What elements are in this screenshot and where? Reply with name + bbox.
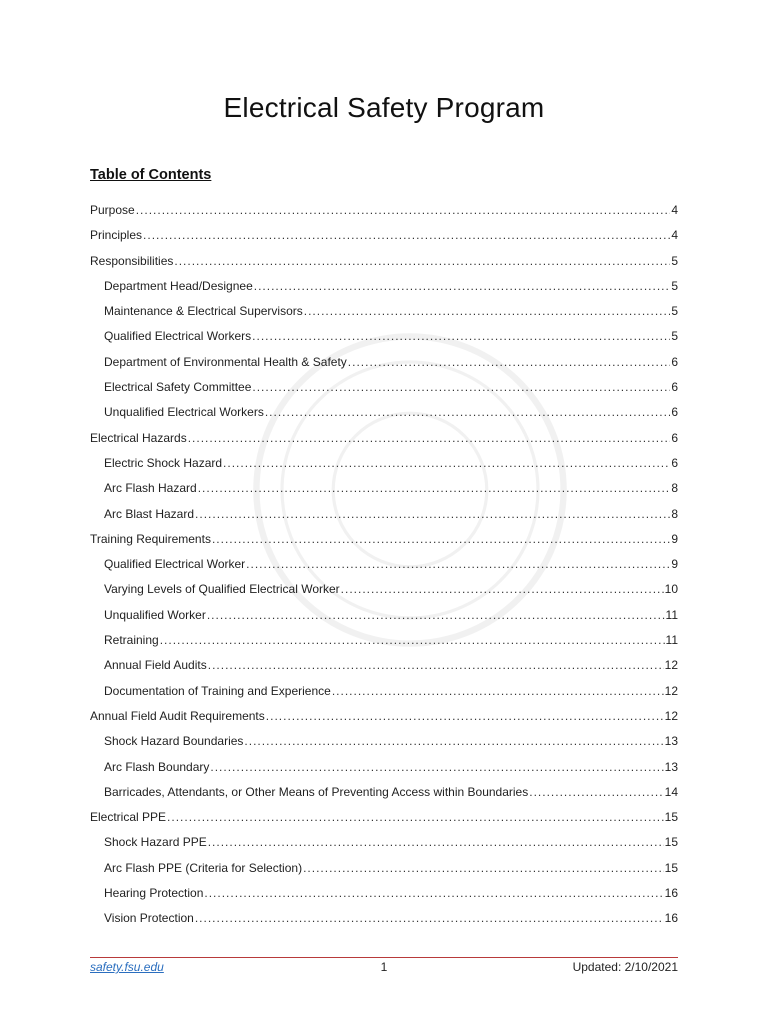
footer-divider: [90, 957, 678, 958]
toc-entry[interactable]: [90, 527, 678, 552]
toc-entry-label: Arc Flash Hazard: [104, 481, 197, 496]
toc-entry[interactable]: [90, 906, 678, 931]
toc-dot-leader: [244, 729, 663, 754]
toc-entry[interactable]: [90, 704, 678, 729]
toc-entry-label: Maintenance & Electrical Supervisors: [104, 304, 303, 319]
toc-entry-label: Responsibilities: [90, 253, 174, 268]
toc-entry[interactable]: [90, 603, 678, 628]
toc-entry-page: 4: [671, 203, 678, 217]
toc-entry[interactable]: [90, 324, 678, 349]
toc-heading: Table of Contents: [90, 167, 212, 183]
toc-entry-label: Department of Environmental Health & Safety: [104, 354, 347, 369]
toc-entry-page: 13: [664, 734, 678, 749]
toc-entry[interactable]: [90, 223, 678, 248]
toc-entry-label: Unqualified Electrical Workers: [104, 405, 264, 420]
document-title: Electrical Safety Program: [223, 92, 545, 123]
toc-entry-page: 6: [671, 405, 678, 420]
toc-entry-label: Vision Protection: [104, 911, 194, 926]
toc-entry-label: Electrical Safety Committee: [104, 380, 252, 395]
toc-entry-page: 12: [664, 683, 678, 698]
toc-entry[interactable]: [90, 628, 678, 653]
toc-entry-label: Electric Shock Hazard: [104, 455, 223, 470]
toc-entry-label: Barricades, Attendants, or Other Means of Preventing Access within Boundaries: [104, 784, 529, 799]
toc-dot-leader: [195, 502, 670, 527]
toc-entry[interactable]: [90, 350, 678, 375]
toc-entry-label: Principles: [90, 228, 143, 243]
toc-entry[interactable]: [90, 653, 678, 678]
toc-entry[interactable]: [90, 780, 678, 805]
toc-entry-page: 6: [671, 380, 678, 395]
toc-entry-page: 5: [671, 304, 678, 319]
toc-dot-leader: [174, 249, 670, 274]
toc-entry-page: 16: [664, 911, 678, 926]
toc-entry-page: 12: [664, 658, 678, 673]
toc-dot-leader: [529, 780, 663, 805]
toc-entry-label: Unqualified Worker: [104, 607, 206, 622]
toc-entry-page: 11: [665, 633, 678, 648]
toc-dot-leader: [332, 679, 664, 704]
toc-entry-label: Varying Levels of Qualified Electrical Worker: [104, 582, 340, 597]
toc-entry[interactable]: [90, 299, 678, 324]
toc-entry[interactable]: [90, 375, 678, 400]
toc-entry[interactable]: [90, 426, 678, 451]
toc-entry[interactable]: [90, 729, 678, 754]
toc-dot-leader: [254, 274, 671, 299]
toc-dot-leader: [188, 426, 671, 451]
toc-entry-page: 5: [671, 329, 678, 344]
toc-entry-label: Qualified Electrical Workers: [104, 329, 252, 344]
toc-entry-label: Electrical Hazards: [90, 430, 187, 445]
toc-dot-leader: [207, 603, 665, 628]
toc-dot-leader: [303, 856, 664, 881]
toc-entry-label: Qualified Electrical Worker: [104, 557, 246, 572]
page-footer: [90, 960, 678, 978]
toc-entry-label: Retraining: [104, 633, 159, 648]
toc-dot-leader: [348, 350, 671, 375]
toc-entry[interactable]: [90, 502, 678, 527]
toc-entry[interactable]: [90, 400, 678, 425]
toc-dot-leader: [198, 476, 671, 501]
toc-dot-leader: [208, 830, 664, 855]
toc-dot-leader: [136, 198, 671, 223]
toc-entry[interactable]: [90, 451, 678, 476]
toc-entry-label: Arc Flash PPE (Criteria for Selection): [104, 860, 303, 875]
toc-dot-leader: [246, 552, 670, 577]
toc-entry-page: 10: [664, 582, 678, 597]
toc-dot-leader: [252, 324, 670, 349]
toc-entry[interactable]: [90, 476, 678, 501]
toc-entry[interactable]: [90, 856, 678, 881]
toc-dot-leader: [304, 299, 671, 324]
toc-dot-leader: [266, 704, 664, 729]
toc-entry-page: 8: [671, 506, 678, 521]
toc-dot-leader: [223, 451, 670, 476]
toc-entry-page: 6: [671, 455, 678, 470]
toc-entry[interactable]: [90, 274, 678, 299]
toc-dot-leader: [265, 400, 670, 425]
toc-entry-label: Department Head/Designee: [104, 278, 253, 293]
toc-entry[interactable]: [90, 577, 678, 602]
toc-entry-page: 11: [665, 607, 678, 622]
toc-entry-label: Training Requirements: [90, 531, 211, 546]
toc-entry-label: Annual Field Audits: [104, 658, 207, 673]
toc-entry-page: 9: [671, 557, 678, 572]
toc-entry-page: 5: [671, 278, 678, 293]
toc-entry-label: Shock Hazard PPE: [104, 835, 207, 850]
toc-entry-page: 6: [671, 354, 678, 369]
toc-entry[interactable]: [90, 805, 678, 830]
toc-entry-page: 14: [664, 784, 678, 799]
toc-entry-label: Shock Hazard Boundaries: [104, 734, 244, 749]
toc-entry-page: 5: [671, 253, 678, 268]
toc-entry-page: 12: [664, 708, 678, 723]
toc-entry-label: Purpose: [90, 203, 135, 217]
toc-entry[interactable]: [90, 198, 678, 223]
toc-dot-leader: [143, 223, 670, 248]
toc-entry-label: Electrical PPE: [90, 810, 167, 825]
toc-dot-leader: [210, 755, 663, 780]
toc-entry-label: Hearing Protection: [104, 886, 204, 901]
toc-entry-page: 16: [664, 886, 678, 901]
toc-entry-page: 15: [664, 835, 678, 850]
toc-entry[interactable]: [90, 679, 678, 704]
toc-entry[interactable]: [90, 830, 678, 855]
page-number: 1: [380, 960, 388, 974]
toc-entry[interactable]: [90, 552, 678, 577]
toc-dot-leader: [208, 653, 664, 678]
toc-entry-page: 15: [664, 810, 678, 825]
toc-entry-label: Annual Field Audit Requirements: [90, 708, 265, 723]
toc-entry-label: Arc Flash Boundary: [104, 759, 210, 774]
toc-entry[interactable]: [90, 755, 678, 780]
toc-dot-leader: [212, 527, 670, 552]
toc-dot-leader: [167, 805, 664, 830]
updated-date: Updated: 2/10/2021: [572, 960, 678, 974]
toc-entry-page: 4: [671, 228, 678, 243]
toc-entry-page: 9: [671, 531, 678, 546]
toc-dot-leader: [204, 881, 663, 906]
toc-dot-leader: [195, 906, 664, 931]
toc-dot-leader: [341, 577, 664, 602]
toc-dot-leader: [252, 375, 670, 400]
toc-entry-page: 15: [664, 860, 678, 875]
toc-entry[interactable]: [90, 249, 678, 274]
toc-entry-page: 6: [671, 430, 678, 445]
toc-entry-page: 13: [664, 759, 678, 774]
toc-entry-label: Arc Blast Hazard: [104, 506, 195, 521]
toc-dot-leader: [160, 628, 665, 653]
website-link[interactable]: safety.fsu.edu: [90, 960, 164, 974]
toc-entry-page: 8: [671, 481, 678, 496]
table-of-contents: [90, 198, 678, 932]
toc-entry-label: Documentation of Training and Experience: [104, 683, 331, 698]
toc-entry[interactable]: [90, 881, 678, 906]
